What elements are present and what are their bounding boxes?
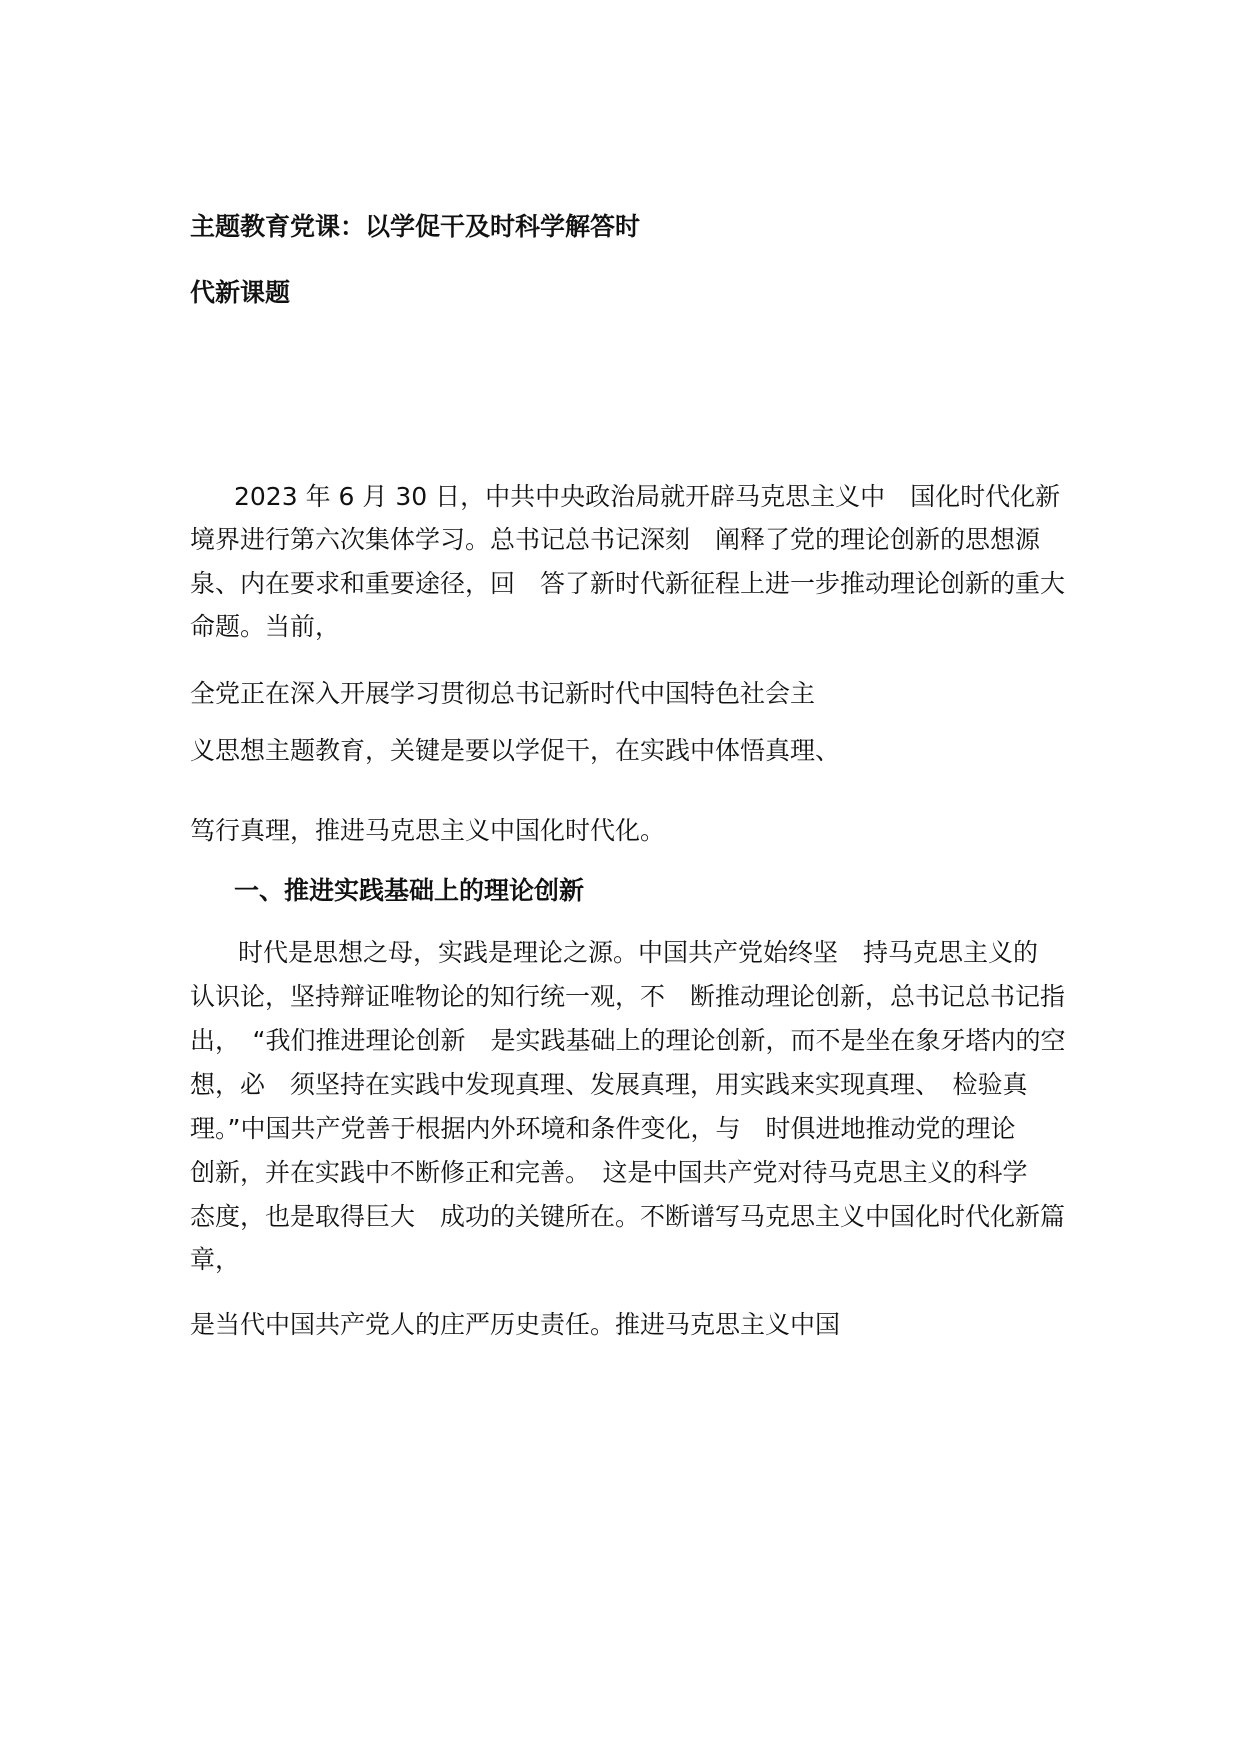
paragraph-4-line-4: 想，必 须坚持在实践中发现真理、发展真理，用实践来实现真理、 检验真 bbox=[190, 1070, 1028, 1099]
paragraph-1-line-3: 泉、内在要求和重要途径，回 答了新时代新征程上进一步推动理论创新的重大 bbox=[190, 569, 1066, 598]
document-title-line-2: 代新课题 bbox=[190, 278, 291, 307]
paragraph-4-line-7: 态度，也是取得巨大 成功的关键所在。不断谱写马克思主义中国化时代化新篇 bbox=[190, 1202, 1066, 1231]
paragraph-3: 笃行真理，推进马克思主义中国化时代化。 bbox=[190, 816, 666, 845]
paragraph-4-line-1: 时代是思想之母，实践是理论之源。中国共产党始终坚 持马克思主义的 bbox=[238, 938, 1039, 967]
paragraph-1-line-4: 命题。当前， bbox=[190, 612, 341, 641]
document-title-line-1: 主题教育党课：以学促干及时科学解答时 bbox=[190, 212, 641, 241]
paragraph-2-line-2: 义思想主题教育，关键是要以学促干，在实践中体悟真理、 bbox=[190, 736, 841, 765]
paragraph-1-line-1: 2023 年 6 月 30 日，中共中央政治局就开辟马克思主义中 国化时代化新 bbox=[234, 482, 1061, 511]
paragraph-4-line-8: 章， bbox=[190, 1245, 241, 1274]
section-heading-1: 一、推进实践基础上的理论创新 bbox=[234, 876, 585, 905]
paragraph-2-line-1: 全党正在深入开展学习贯彻总书记新时代中国特色社会主 bbox=[190, 679, 816, 708]
paragraph-4-line-3: 出， “我们推进理论创新 是实践基础上的理论创新，而不是坐在象牙塔内的空 bbox=[190, 1026, 1066, 1055]
paragraph-5: 是当代中国共产党人的庄严历史责任。推进马克思主义中国 bbox=[190, 1310, 841, 1339]
paragraph-4-line-5: 理。”中国共产党善于根据内外环境和条件变化，与 时俱进地推动党的理论 bbox=[190, 1114, 1016, 1143]
paragraph-1-line-2: 境界进行第六次集体学习。总书记总书记深刻 阐释了党的理论创新的思想源 bbox=[190, 525, 1041, 554]
paragraph-4-line-6: 创新，并在实践中不断修正和完善。 这是中国共产党对待马克思主义的科学 bbox=[190, 1158, 1028, 1187]
paragraph-4-line-2: 认识论，坚持辩证唯物论的知行统一观，不 断推动理论创新，总书记总书记指 bbox=[190, 982, 1066, 1011]
